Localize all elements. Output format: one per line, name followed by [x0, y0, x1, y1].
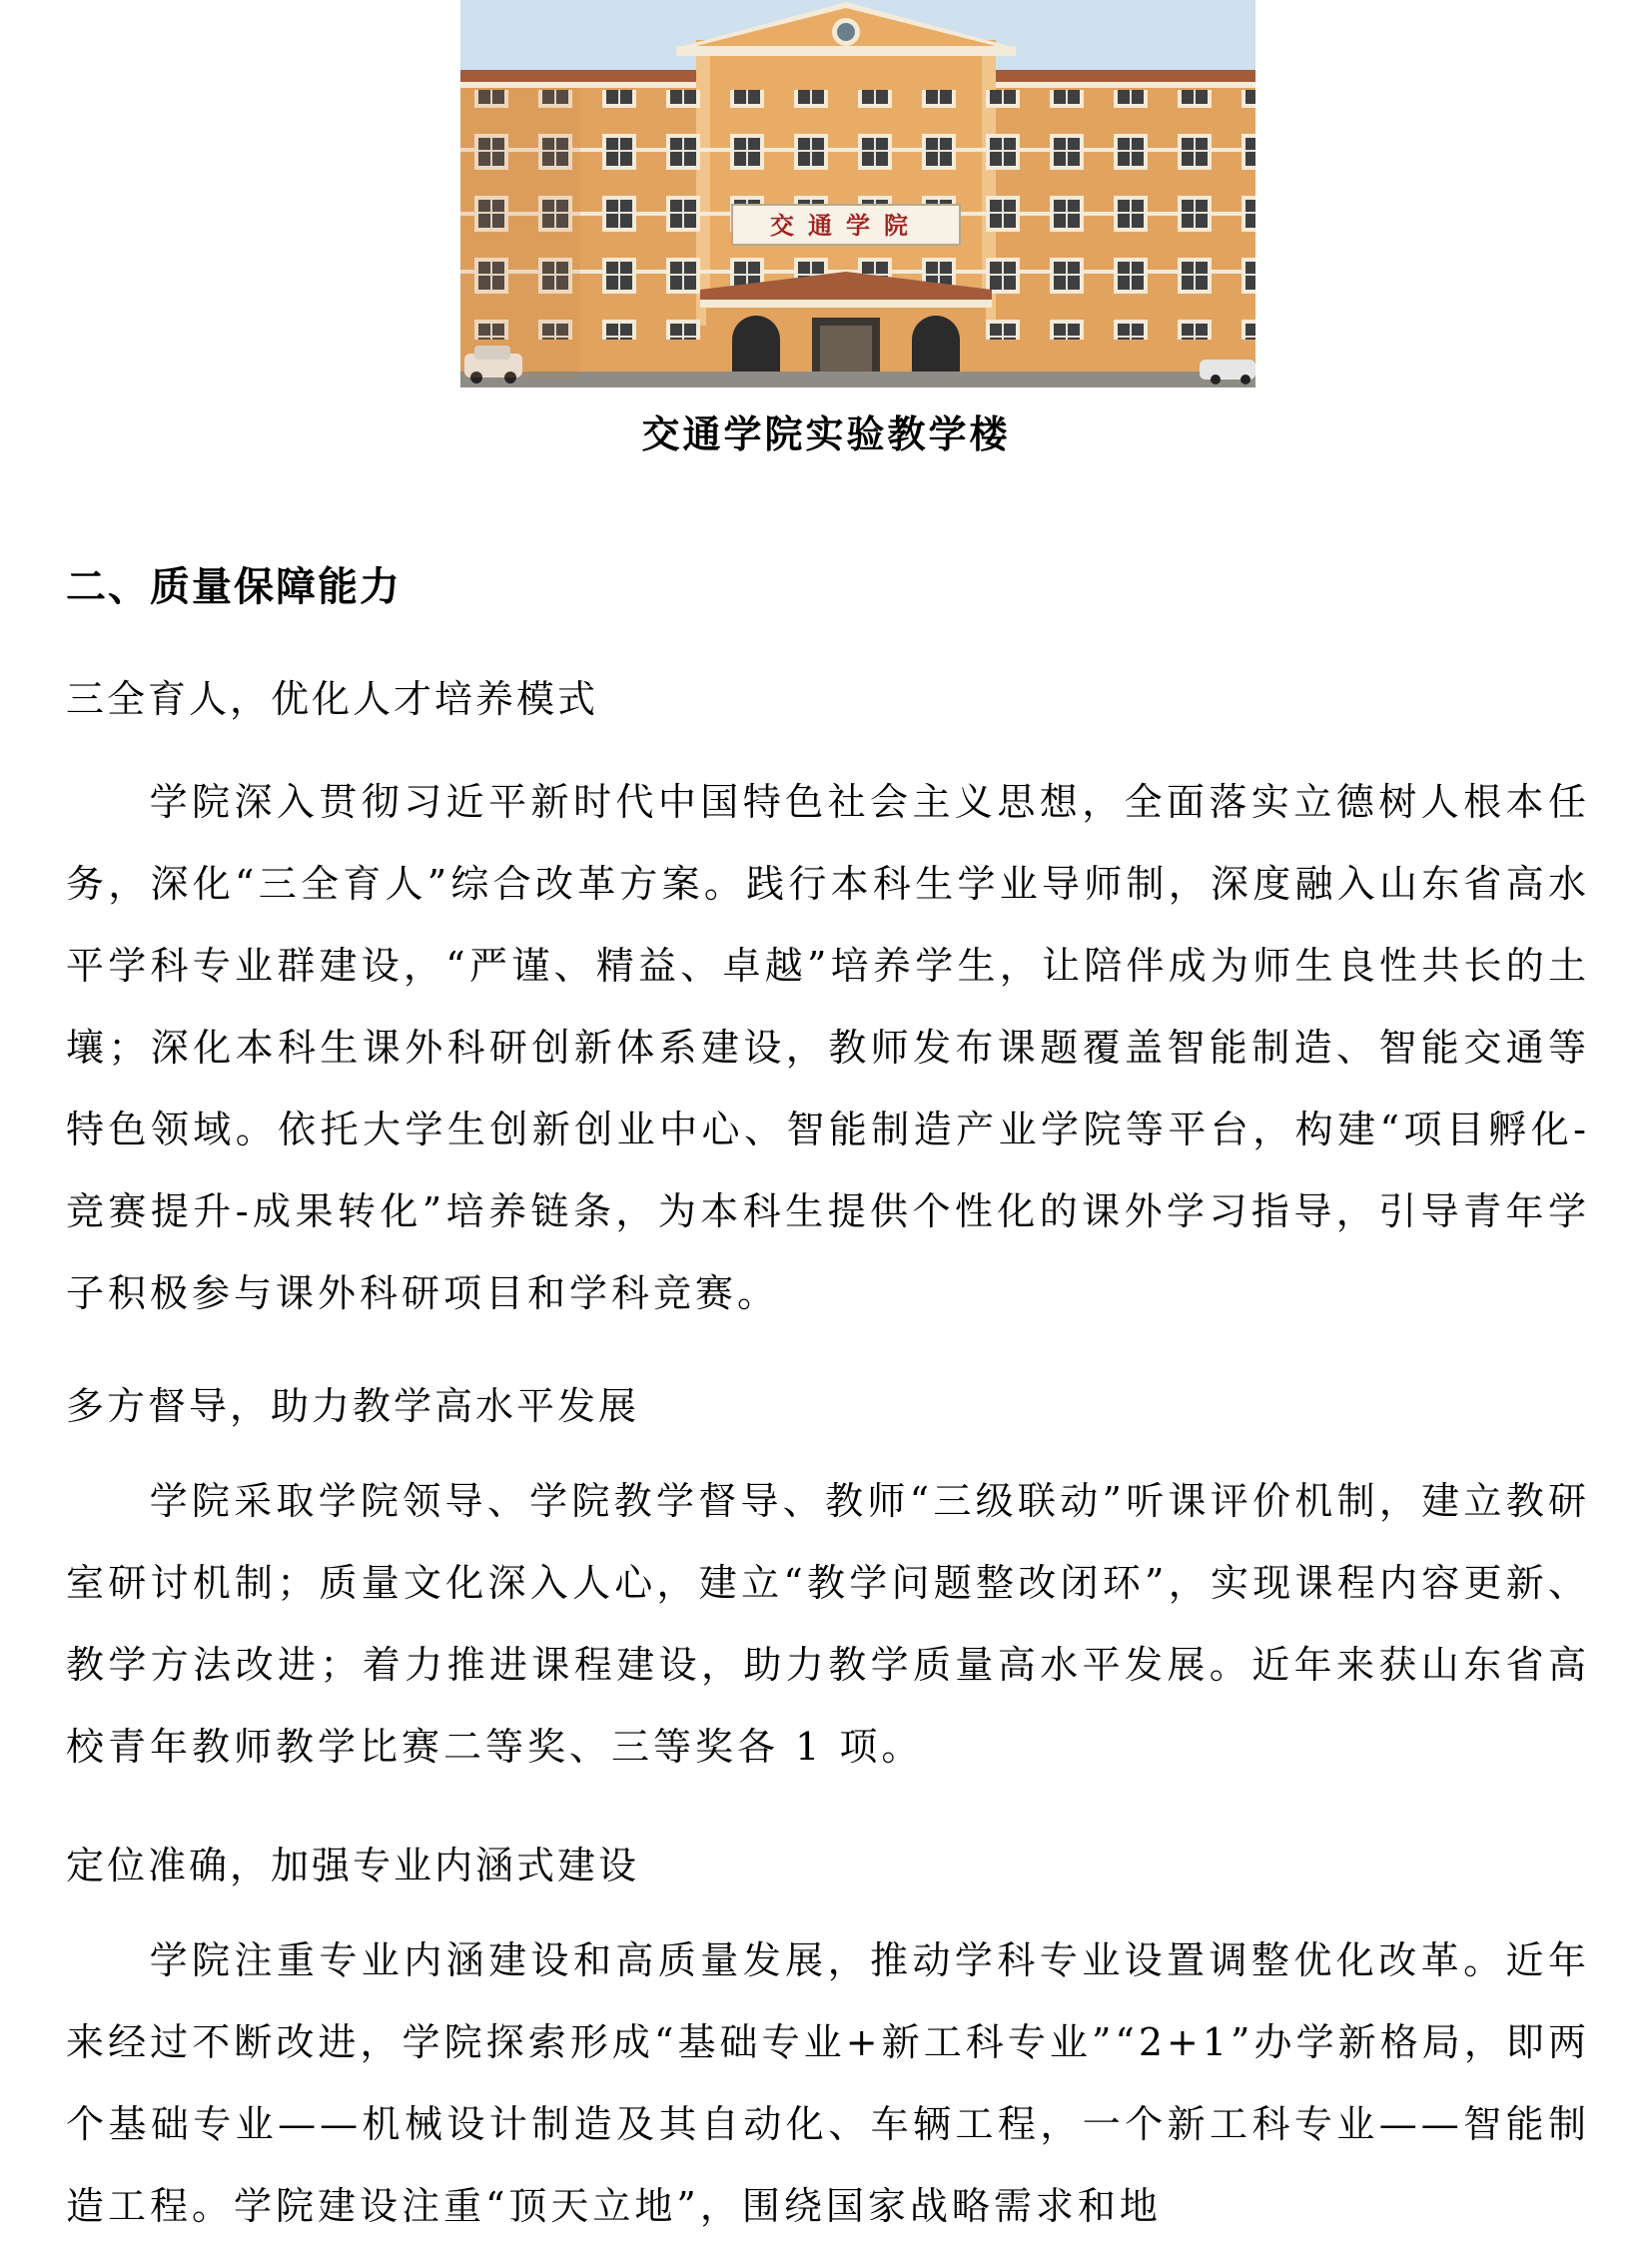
photo-caption: 交通学院实验教学楼: [641, 412, 1011, 456]
paragraph-1: 学院深入贯彻习近平新时代中国特色社会主义思想，全面落实立德树人根本任务，深化“三全育人”综合改革方案。践行本科生学业导师制，深度融入山东省高水平学科专业群建设，“严谨、精益、卓越”培养学生，让陪伴成为师生良性共长的土壤；深化本科生课外科研创新体系建设，教师发布课题覆盖智能制造、智能交通等特色领域。依托大学生创新创业中心、智能制造产业学院等平台，构建“项目孵化-竞赛提升-成果转化”培养链条，为本科生提供个性化的课外学习指导，引导青年学子积极参与课外科研项目和学科竞赛。: [66, 780, 1590, 1315]
building-photo: [460, 0, 1255, 387]
building-sign: 交通学院: [770, 211, 922, 240]
subsection-title-2: 多方督导，助力教学高水平发展: [66, 1384, 640, 1428]
section-title: 二、质量保障能力: [66, 564, 402, 610]
subsection-title-3: 定位准确，加强专业内涵式建设: [66, 1844, 640, 1887]
subsection-title-1: 三全育人，优化人才培养模式: [66, 677, 599, 721]
paragraph-2: 学院采取学院领导、学院教学督导、教师“三级联动”听课评价机制，建立教研室研讨机制；质量文化深入人心，建立“教学问题整改闭环”，实现课程内容更新、教学方法改进；着力推进课程建设，助力教学质量高水平发展。近年来获山东省高校青年教师教学比赛二等奖、三等奖各 1 项。: [66, 1479, 1590, 1769]
building-illustration: [460, 0, 1255, 387]
paragraph-3: 学院注重专业内涵建设和高质量发展，推动学科专业设置调整优化改革。近年来经过不断改进，学院探索形成“基础专业+新工科专业”“2+1”办学新格局，即两个基础专业——机械设计制造及其自动化、车辆工程，一个新工科专业——智能制造工程。学院建设注重“顶天立地”，围绕国家战略需求和地: [66, 1938, 1590, 2228]
